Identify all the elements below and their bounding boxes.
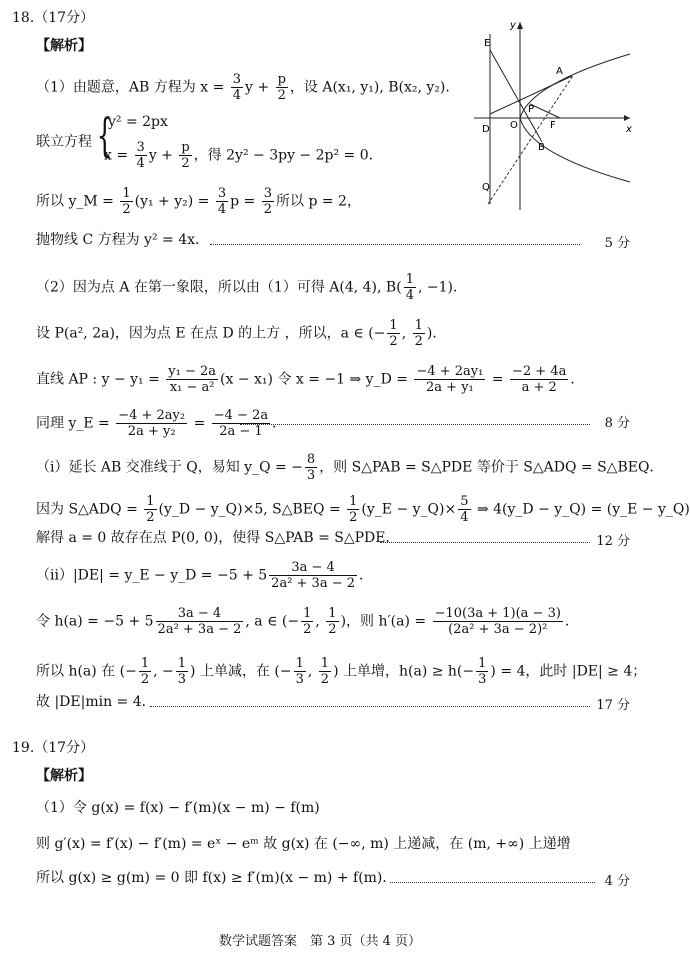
q19-line2: 则 g′(x) = f′(x) − f′(m) = eˣ − eᵐ 故 g(x) 在 (−∞, m) 上递减，在 (m, +∞) 上递增 xyxy=(36,836,571,852)
label-B: B xyxy=(538,142,545,153)
q18-i-line3: 解得 a = 0 故存在点 P(0, 0)，使得 S△PAB = S△PDE． xyxy=(36,530,400,546)
q19-title: 19.（17分） xyxy=(12,740,95,756)
score-8: 8 分 xyxy=(604,416,630,431)
q18-ii-line2: 令 h(a) = −5 + 5 $\frac{3a - 4}{\text{2a² + 3a − 2}}$ , a ∈ (− $\frac{1}{2}$ , $\frac{1}{2}$ )，则 h′(a) = $\frac{-10(3a + 1)(a - 3)}{\text{(2a² + 3a − 2)²}}$ ． xyxy=(36,606,579,637)
parabola-figure xyxy=(470,14,635,214)
q18-p1-line3: 所以 y_M = $\frac{1}{2}$ (y₁ + y₂) = $\frac{3}{4}$ p = $\frac{3}{2}$ 所以 p = 2， xyxy=(36,186,361,217)
label-P: P xyxy=(528,104,535,115)
dot-leader xyxy=(150,706,590,707)
system-brace: { xyxy=(96,108,113,162)
page-footer: 数学试题答案 第 3 页（共 4 页） xyxy=(218,934,422,949)
q18-p2-line2: 设 P(a², 2a)，因为点 E 在点 D 的上方 ，所以，a ∈ (− $\frac{1}{2}$ , $\frac{1}{2}$ )． xyxy=(36,318,447,349)
label-A: A xyxy=(556,66,563,77)
q18-lianli: 联立方程 xyxy=(36,134,92,150)
q18-p2-line1: （2）因为点 A 在第一象限，所以由（1）可得 A(4, 4), B( $\frac{1}{4}$ , −1)． xyxy=(36,272,467,303)
dot-leader xyxy=(390,882,595,883)
label-E: E xyxy=(484,38,491,49)
label-Q: Q xyxy=(482,182,490,193)
q18-analysis-tag: 【解析】 xyxy=(36,38,92,54)
q18-ii-line1: （ii）|DE| = y_E − y_D = −5 + 5 $\frac{3a - 4}{\text{2a² + 3a − 2}}$ ． xyxy=(36,560,374,591)
score-5: 5 分 xyxy=(604,236,630,251)
q19-line1: （1）令 g(x) = f(x) − f′(m)(x − m) − f(m) xyxy=(36,800,320,816)
q18-title: 18.（17分） xyxy=(12,10,95,26)
q19-analysis-tag: 【解析】 xyxy=(36,768,92,784)
q18-i-line2: 因为 S△ADQ = $\frac{1}{2}$ (y_D − y_Q)×5, S△BEQ = $\frac{1}{2}$ (y_E − y_Q)× $\frac{5}{4}$ ⇒ 4(y_D − y_Q) = (y_E − y_Q) xyxy=(36,494,690,525)
q18-ii-line3: 所以 h(a) 在 (− $\frac{1}{2}$ , − $\frac{1}{3}$ ) 上单减，在 (− $\frac{1}{3}$ , $\frac{1}{2}$ ) 上单增，h(a) ≥ h(− $\frac{1}{3}$ ) = 4，此时 |DE| ≥ 4； xyxy=(36,656,647,687)
q18-p2-line4: 同理 y_E = $\frac{\text{−4 + 2ay₂}}{\text{2a + y₂}}$ = $\frac{-4 - 2a}{2a - 1}$ ． xyxy=(36,408,287,439)
dot-leader xyxy=(240,424,590,425)
label-x: x xyxy=(626,124,632,135)
dot-leader xyxy=(210,244,580,245)
label-F: F xyxy=(550,120,556,131)
label-O: O xyxy=(510,120,518,131)
q19-line3: 所以 g(x) ≥ g(m) = 0 即 f(x) ≥ f′(m)(x − m) + f(m)． xyxy=(36,870,397,886)
line-PF xyxy=(530,104,560,118)
system-eq1: y² = 2px xyxy=(108,114,168,130)
q18-i-line1: （i）延长 AB 交准线于 Q，易知 y_Q = − $\frac{8}{3}$ ，则 S△PAB = S△PDE 等价于 S△ADQ = S△BEQ． xyxy=(36,452,664,483)
q18-ii-line4: 故 |DE|min = 4． xyxy=(36,694,156,710)
q18-p2-line3: 直线 AP : y − y₁ = $\frac{\text{y₁ − 2a}}{\text{x₁ − a²}}$ (x − x₁) 令 x = −1 ⇒ y_D = $\frac{\text{−4 + 2ay₁}}{\text{2a + y₁}}$ = $\frac{-2 + 4a}{a + 2}$ ． xyxy=(36,364,585,395)
q18-p1-line1: （1）由题意，AB 方程为 x = $\frac{3}{4}$ y + $\frac{p}{2}$ ，设 A(x₁, y₁), B(x₂, y₂)． xyxy=(36,72,460,103)
score-12: 12 分 xyxy=(596,534,630,549)
score-17: 17 分 xyxy=(596,698,630,713)
score-4: 4 分 xyxy=(604,874,630,889)
q18-p1-line4: 抛物线 C 方程为 y² = 4x． xyxy=(36,232,210,248)
label-y: y xyxy=(510,20,516,31)
line-AB xyxy=(488,74,574,204)
dot-leader xyxy=(380,542,590,543)
system-eq2: x = $\frac{3}{4}$ y + $\frac{p}{2}$ ，得 2y² − 3py − 2p² = 0． xyxy=(104,140,383,171)
label-D: D xyxy=(482,124,490,135)
